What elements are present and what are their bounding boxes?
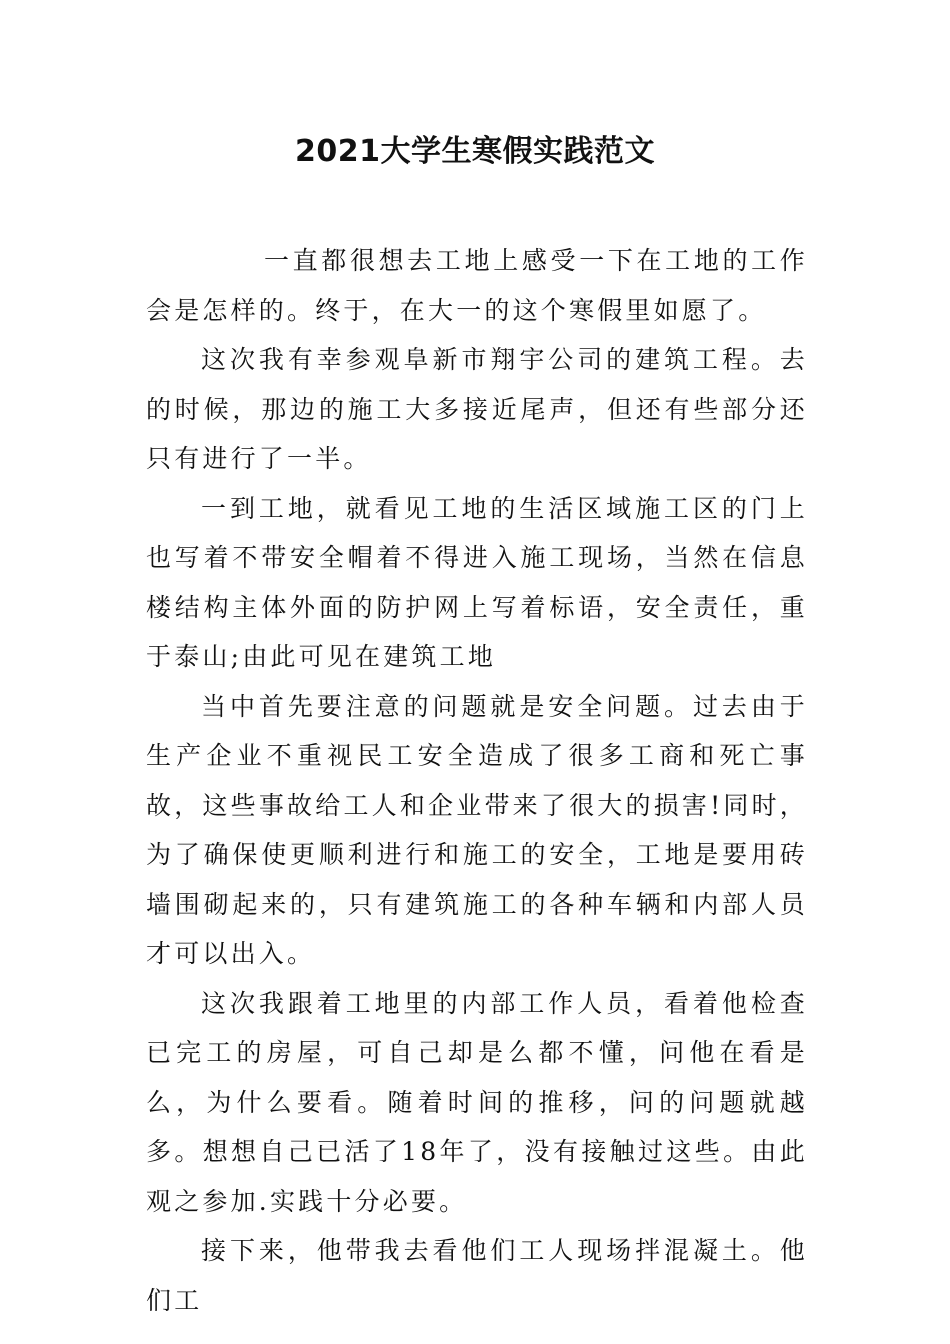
document-title: 2021大学生寒假实践范文 (295, 134, 655, 169)
paragraph-6: 接下来，他带我去看他们工人现场拌混凝土。他们工 (146, 1236, 808, 1315)
paragraph-5: 这次我跟着工地里的内部工作人员，看着他检查已完工的房屋，可自己却是么都不懂，问他在看是么，为什么要看。随着时间的推移，问的问题就越多。想想自己已活了18年了，没有接触过这些。由此观之参加.实践十分必要。 (146, 988, 808, 1216)
document-body (146, 236, 808, 1325)
paragraph-3: 一到工地，就看见工地的生活区域施工区的门上也写着不带安全帽着不得进入施工现场，当然在信息楼结构主体外面的防护网上写着标语，安全责任，重于泰山;由此可见在建筑工地 (146, 493, 808, 671)
paragraph-4: 当中首先要注意的问题就是安全问题。过去由于生产企业不重视民工安全造成了很多工商和死亡事故，这些事故给工人和企业带来了很大的损害!同时，为了确保使更顺利进行和施工的安全，工地是要用砖墙围砌起来的，只有建筑施工的各种车辆和内部人员才可以出入。 (146, 691, 808, 968)
paragraph-1: 一直都很想去工地上感受一下在工地的工作会是怎样的。终于，在大一的这个寒假里如愿了。 (146, 246, 808, 325)
paragraph-2: 这次我有幸参观阜新市翔宇公司的建筑工程。去的时候，那边的施工大多接近尾声，但还有些部分还只有进行了一半。 (146, 345, 808, 473)
